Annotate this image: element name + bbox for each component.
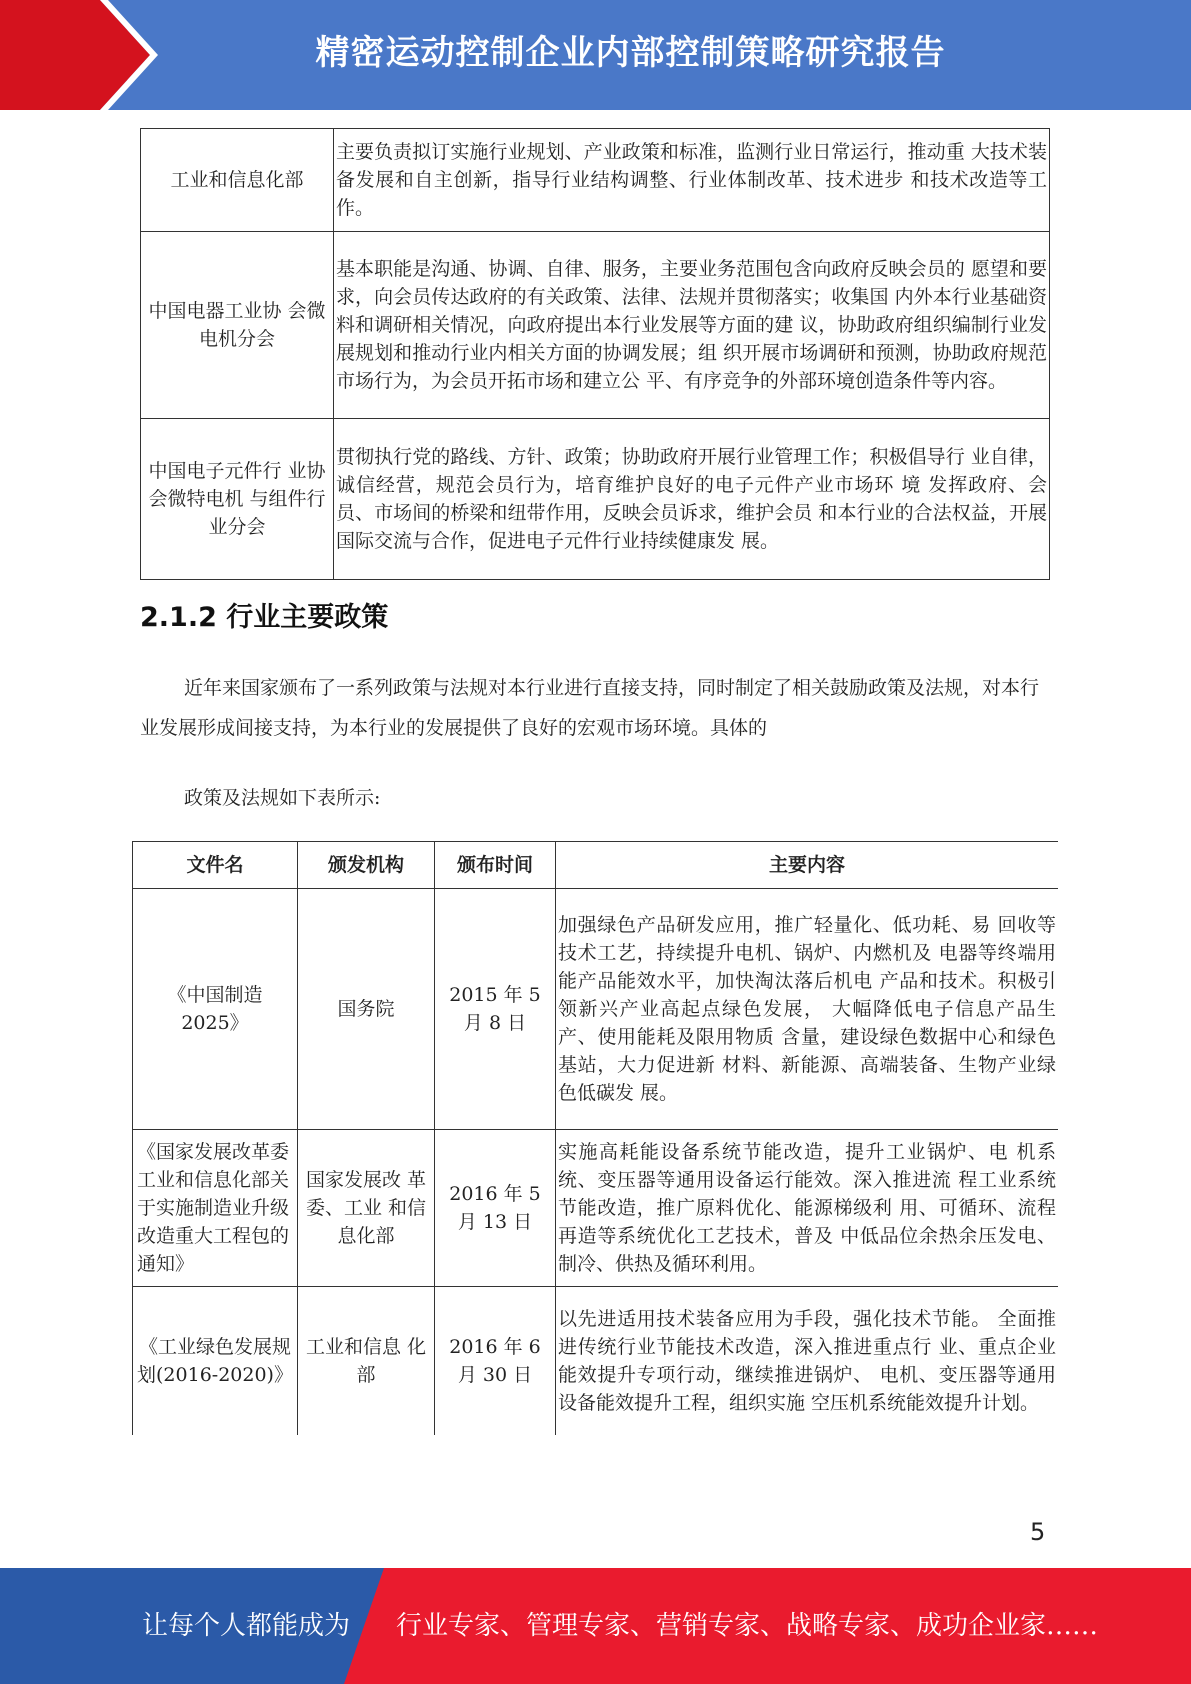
document-name-cell: 《工业绿色发展规划(2016-2020)》: [133, 1287, 298, 1436]
policies-table: [132, 841, 1058, 1435]
industry-authorities-table: [140, 128, 1050, 580]
table-row: [133, 889, 1059, 1130]
agency-cell: 国务院: [298, 889, 435, 1130]
org-description-cell: 贯彻执行党的路线、方针、政策；协助政府开展行业管理工作；积极倡导行 业自律，诚信经营，规范会员行为，培育维护良好的电子元件产业市场环 境 发挥政府、会员、市场间的桥梁和纽带作用，反映会员诉求，维护会员 和本行业的合法权益，开展国际交流与合作，促进电子元件行业持续健康发 展。: [334, 419, 1050, 580]
org-name-cell: 工业和信息化部: [141, 129, 334, 232]
page-footer: [0, 1568, 1191, 1684]
table-row: [141, 232, 1050, 419]
report-title: 精密运动控制企业内部控制策略研究报告: [315, 33, 946, 73]
section-paragraph: 政策及法规如下表所示:: [184, 787, 381, 809]
org-description-cell: 基本职能是沟通、协调、自律、服务，主要业务范围包含向政府反映会员的 愿望和要求，向会员传达政府的有关政策、法律、法规并贯彻落实；收集国 内外本行业基础资料和调研相关情况，向政府提出本行业发展等方面的建 议，协助政府组织编制行业发展规划和推动行业内相关方面的协调发展；组 织开展市场调研和预测，协助政府规范市场行为，为会员开拓市场和建立公 平、有序竞争的外部环境创造条件等内容。: [334, 232, 1050, 419]
footer-slogan-lead: 让每个人都能成为: [142, 1611, 351, 1641]
org-name-cell: 中国电子元件行 业协会微特电机 与组件行业分会: [141, 419, 334, 580]
content-cell: 以先进适用技术装备应用为手段，强化技术节能。 全面推进传统行业节能技术改造，深入推进重点行 业、重点企业能效提升专项行动，继续推进锅炉、 电机、变压器等通用设备能效提升工程，组织实施 空压机系统能效提升计划。: [556, 1287, 1059, 1436]
document-name-cell: 《中国制造 2025》: [133, 889, 298, 1130]
section-heading: 2.1.2 行业主要政策: [140, 602, 389, 633]
content-cell: 加强绿色产品研发应用，推广轻量化、低功耗、易 回收等技术工艺，持续提升电机、锅炉、内燃机及 电器等终端用能产品能效水平，加快淘汰落后机电 产品和技术。积极引领新兴产业高起点绿色发展， 大幅降低电子信息产品生产、使用能耗及限用物质 含量，建设绿色数据中心和绿色基站，大力促进新 材料、新能源、高端装备、生物产业绿色低碳发 展。: [556, 889, 1059, 1130]
section-paragraph: 近年来国家颁布了一系列政策与法规对本行业进行直接支持，同时制定了相关鼓励政策及法规，对本行业发展形成间接支持，为本行业的发展提供了良好的宏观市场环境。具体的: [140, 677, 1040, 739]
table-row: [133, 1287, 1059, 1436]
column-header-date: 颁布时间: [435, 842, 556, 889]
page-header: [0, 0, 1191, 110]
column-header-document: 文件名: [133, 842, 298, 889]
date-cell: 2016 年 6 月 30 日: [435, 1287, 556, 1436]
content-cell: 实施高耗能设备系统节能改造，提升工业锅炉、电 机系统、变压器等通用设备运行能效。深入推进流 程工业系统节能改造，推广原料优化、能源梯级利 用、可循环、流程再造等系统优化工艺技术，普及 中低品位余热余压发电、制冷、供热及循环利用。: [556, 1130, 1059, 1287]
agency-cell: 国家发展改 革委、工业 和信息化部: [298, 1130, 435, 1287]
org-name-cell: 中国电器工业协 会微电机分会: [141, 232, 334, 419]
column-header-content: 主要内容: [556, 842, 1059, 889]
footer-slogan-roles: 行业专家、管理专家、营销专家、战略专家、成功企业家……: [396, 1611, 1099, 1641]
org-description-cell: 主要负责拟订实施行业规划、产业政策和标准，监测行业日常运行，推动重 大技术装备发展和自主创新，指导行业结构调整、行业体制改革、技术进步 和技术改造等工作。: [334, 129, 1050, 232]
date-cell: 2015 年 5 月 8 日: [435, 889, 556, 1130]
table-row: [133, 1130, 1059, 1287]
table-header-row: [133, 842, 1059, 889]
column-header-agency: 颁发机构: [298, 842, 435, 889]
table-row: [141, 419, 1050, 580]
date-cell: 2016 年 5 月 13 日: [435, 1130, 556, 1287]
agency-cell: 工业和信息 化部: [298, 1287, 435, 1436]
document-name-cell: 《国家发展改革委工业和信息化部关于实施制造业升级改造重大工程包的通知》: [133, 1130, 298, 1287]
page-number: 5: [1030, 1518, 1046, 1546]
table-row: [141, 129, 1050, 232]
